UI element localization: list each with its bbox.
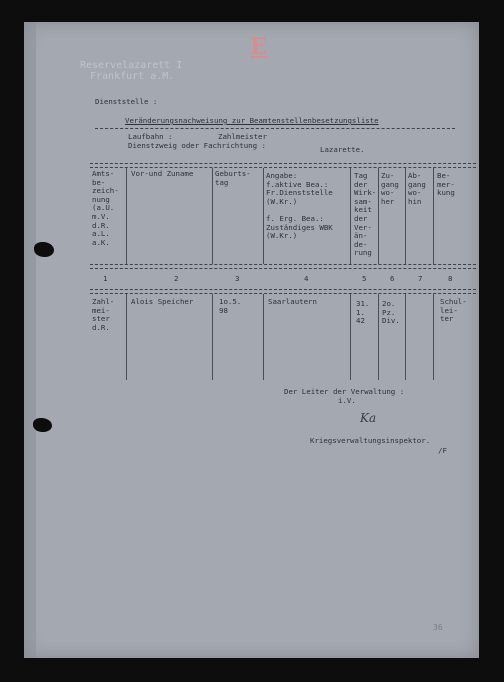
laufbahn-label: Laufbahn : [128, 132, 173, 141]
leiter-label: Der Leiter der Verwaltung : [284, 387, 405, 396]
table-top-rule [90, 163, 476, 168]
col-divider-2 [212, 168, 213, 264]
laufbahn-value: Zahlmeister [218, 132, 267, 141]
header-name: Vor-und Zuname [131, 169, 194, 178]
cell-zugang: 2o. Pz. Div. [382, 299, 400, 326]
col-divider-7 [433, 168, 434, 264]
dienstzweig-label: Dienstzweig oder Fachrichtung : [128, 141, 266, 150]
col-divider-4 [350, 168, 351, 264]
handwritten-signature: Ka [360, 411, 377, 425]
leiter-title: Kriegsverwaltungsinspektor. [310, 436, 431, 445]
row-divider-7 [433, 294, 434, 380]
punch-hole-bottom [33, 418, 52, 432]
header-geburtstag: Geburts- tag [215, 169, 251, 187]
dienstzweig-value: Lazarette. [320, 145, 365, 154]
col-divider-1 [126, 168, 127, 264]
red-letter-stamp: E [250, 34, 267, 60]
col-number-2: 2 [174, 274, 179, 283]
col-number-6: 6 [390, 274, 395, 283]
cell-amtsbezeichnung: Zahl- mei- ster d.R. [92, 297, 115, 332]
cell-wirksamkeit: 31. 1. 42 [356, 299, 370, 326]
stamp-line-1: Reservelazarett I [80, 60, 183, 71]
col-divider-3 [263, 168, 264, 264]
col-divider-6 [405, 168, 406, 264]
paper-fold-edge [24, 22, 36, 658]
header-wirksamkeit: Tag der Wirk- sam- keit der Ver- än- de- rung [354, 171, 377, 258]
punch-hole-top [34, 242, 54, 257]
stamp-line-2: Frankfurt a.M. [90, 71, 175, 82]
dienststelle-label: Dienststelle : [95, 97, 158, 106]
col-divider-5 [378, 168, 379, 264]
header-bemerkung: Be- mer- kung [437, 171, 455, 198]
col-number-1: 1 [103, 274, 108, 283]
cell-geburtstag: 1o.5. 98 [219, 297, 242, 315]
col-number-4: 4 [304, 274, 309, 283]
col-number-5: 5 [362, 274, 367, 283]
row-divider-4 [350, 294, 351, 380]
row-divider-2 [212, 294, 213, 380]
title-rule [95, 128, 455, 129]
cell-angabe: Saarlautern [268, 297, 317, 306]
leiter-iv: i.V. [338, 396, 356, 405]
row-divider-5 [378, 294, 379, 380]
col-number-8: 8 [448, 274, 453, 283]
header-amtsbezeichnung: Amts- be- zeich- nung (a.U. m.V. d.R. a.L. a.K. [92, 169, 119, 247]
numbers-bottom-rule [90, 289, 476, 294]
leiter-initial: /F [438, 446, 447, 455]
col-number-3: 3 [235, 274, 240, 283]
header-abgang: Ab- gang wo- hin [408, 171, 426, 206]
header-zugang: Zu- gang wo- her [381, 171, 399, 206]
header-bottom-rule [90, 264, 476, 269]
cell-name: Alois Speicher [131, 297, 194, 306]
row-divider-1 [126, 294, 127, 380]
cell-bemerkung: Schul- lei- ter [440, 297, 467, 324]
document-title: Veränderungsnachweisung zur Beamtenstellenbesetzungsliste [125, 116, 379, 125]
col-number-7: 7 [418, 274, 423, 283]
row-divider-3 [263, 294, 264, 380]
page-number: 36 [433, 623, 443, 632]
header-angabe: Angabe: f.aktive Bea.: Fr.Dienststelle (W.Kr.) f. Erg. Bea.: Zuständiges WBK (W.Kr.) [266, 171, 333, 241]
row-divider-6 [405, 294, 406, 380]
